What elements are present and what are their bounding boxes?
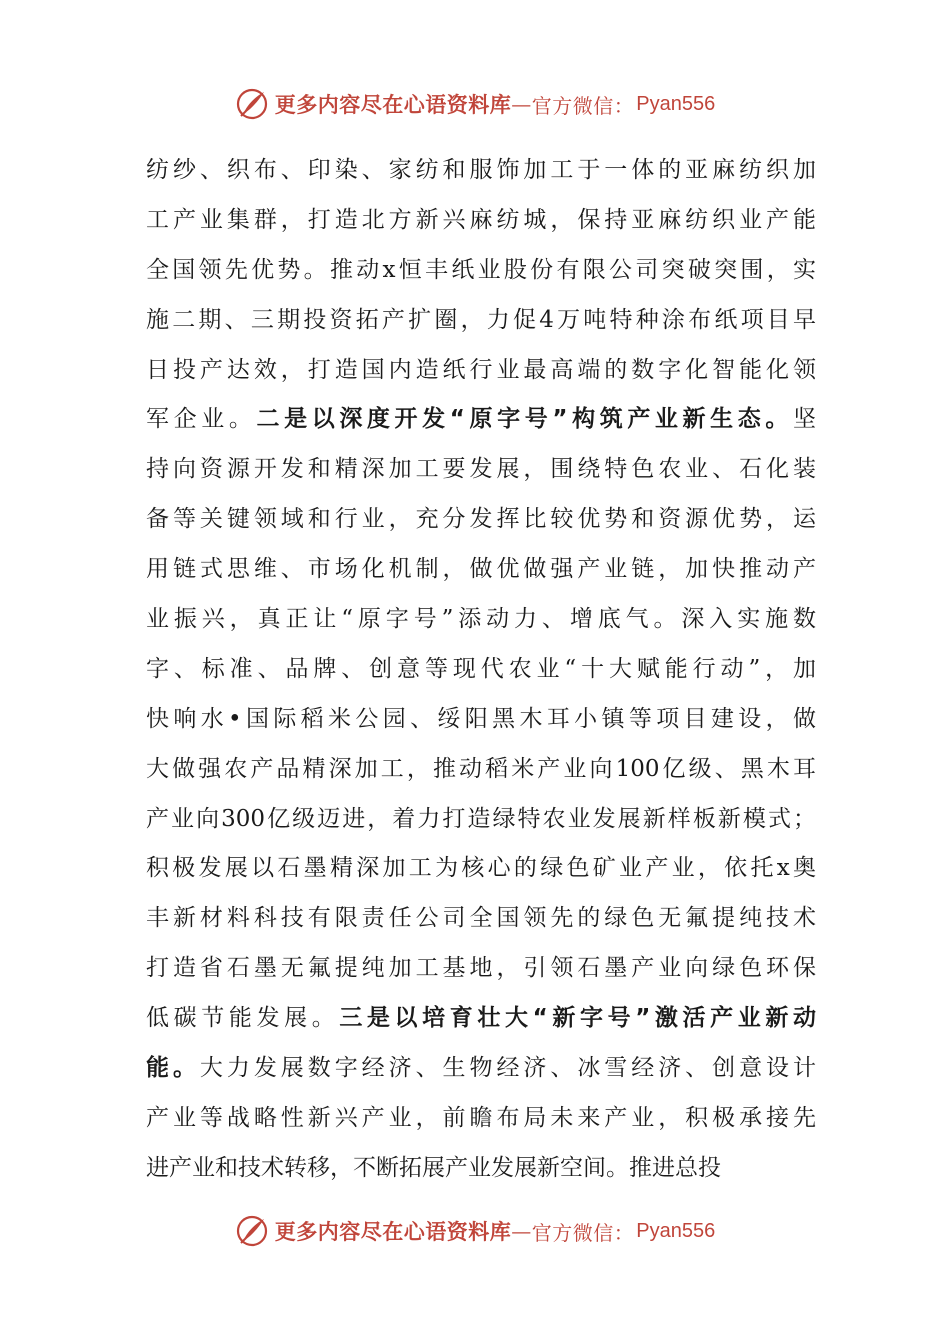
bold-heading-text: 能。 <box>146 1055 200 1082</box>
text-line <box>146 1144 816 1194</box>
line-text: 全国领先优势。推动x恒丰纸业股份有限公司突破突围，实 <box>146 256 816 283</box>
line-text-after: 坚 <box>793 406 817 433</box>
line-text: 快响水•国际稻米公园、绥阳黑木耳小镇等项目建设，做 <box>146 705 816 732</box>
text-line <box>146 146 816 196</box>
bold-heading-text: 三是以培育壮大“新字号”激活产业新动 <box>339 1005 817 1032</box>
banner-sub-text: 官方微信： <box>531 93 635 118</box>
text-line <box>146 994 816 1044</box>
text-line <box>146 1094 816 1144</box>
bold-heading-text: 二是以深度开发“原字号”构筑产业新生态。 <box>256 406 794 433</box>
text-line <box>146 1044 816 1094</box>
text-line <box>146 795 816 845</box>
line-text: 纺纱、织布、印染、家纺和服饰加工于一体的亚麻纺织加 <box>146 157 816 183</box>
line-text: 持向资源开发和精深加工要发展，围绕特色农业、石化装 <box>146 456 816 483</box>
text-line <box>146 645 816 695</box>
quill-pen-logo-icon <box>235 1214 269 1248</box>
banner-main-text: 更多内容尽在心语资料库 <box>274 1219 512 1244</box>
footer-banner <box>0 1211 950 1251</box>
text-line <box>146 894 816 944</box>
line-text: 积极发展以石墨精深加工为核心的绿色矿业产业，依托x奥 <box>146 855 816 882</box>
text-line <box>146 695 816 745</box>
text-line <box>146 246 816 296</box>
banner-wechat-id: Pyan556 <box>636 1219 716 1242</box>
line-text: 日投产达效，打造国内造纸行业最高端的数字化智能化领 <box>146 356 816 383</box>
text-line <box>146 545 816 595</box>
text-line <box>146 745 816 795</box>
line-text: 业振兴，真正让“原字号”添动力、增底气。深入实施数 <box>146 606 816 633</box>
header-banner <box>0 84 950 124</box>
text-line <box>146 944 816 994</box>
banner-sub-text: 官方微信： <box>531 1220 635 1245</box>
line-text: 工产业集群，打造北方新兴麻纺城，保持亚麻纺织业产能 <box>146 206 816 233</box>
line-text-after: 大力发展数字经济、生物经济、冰雪经济、创意设计 <box>199 1055 817 1082</box>
line-text: 丰新材料科技有限责任公司全国领先的绿色无氟提纯技术 <box>146 905 816 932</box>
line-text: 施二期、三期投资拓产扩圈，力促4万吨特种涂布纸项目早 <box>146 306 816 333</box>
text-line <box>146 495 816 545</box>
text-line <box>146 595 816 645</box>
line-text: 低碳节能发展。 <box>146 1005 340 1032</box>
line-text: 打造省石墨无氟提纯加工基地，引领石墨产业向绿色环保 <box>146 955 816 982</box>
document-body <box>146 146 816 1194</box>
text-line <box>146 844 816 894</box>
quill-pen-logo-icon <box>235 87 269 121</box>
line-text: 大做强农产品精深加工，推动稻米产业向100亿级、黑木耳 <box>146 755 816 782</box>
banner-wechat-id: Pyan556 <box>636 92 716 115</box>
text-line <box>146 296 816 346</box>
text-line <box>146 395 816 445</box>
line-text: 进产业和技术转移，不断拓展产业发展新空间。推进总投 <box>146 1154 721 1181</box>
text-line <box>146 445 816 495</box>
banner-main-text: 更多内容尽在心语资料库 <box>274 92 512 117</box>
banner-dash: — <box>511 92 532 116</box>
line-text: 军企业。 <box>146 406 257 433</box>
banner-dash: — <box>511 1219 532 1243</box>
line-text: 备等关键领域和行业，充分发挥比较优势和资源优势，运 <box>146 506 816 533</box>
line-text: 产业向300亿级迈进，着力打造绿特农业发展新样板新模式； <box>146 805 816 832</box>
text-line <box>146 196 816 246</box>
line-text: 产业等战略性新兴产业，前瞻布局未来产业，积极承接先 <box>146 1104 816 1131</box>
line-text: 用链式思维、市场化机制，做优做强产业链，加快推动产 <box>146 556 816 583</box>
text-line <box>146 346 816 396</box>
line-text: 字、标准、品牌、创意等现代农业“十大赋能行动”，加 <box>146 655 816 682</box>
